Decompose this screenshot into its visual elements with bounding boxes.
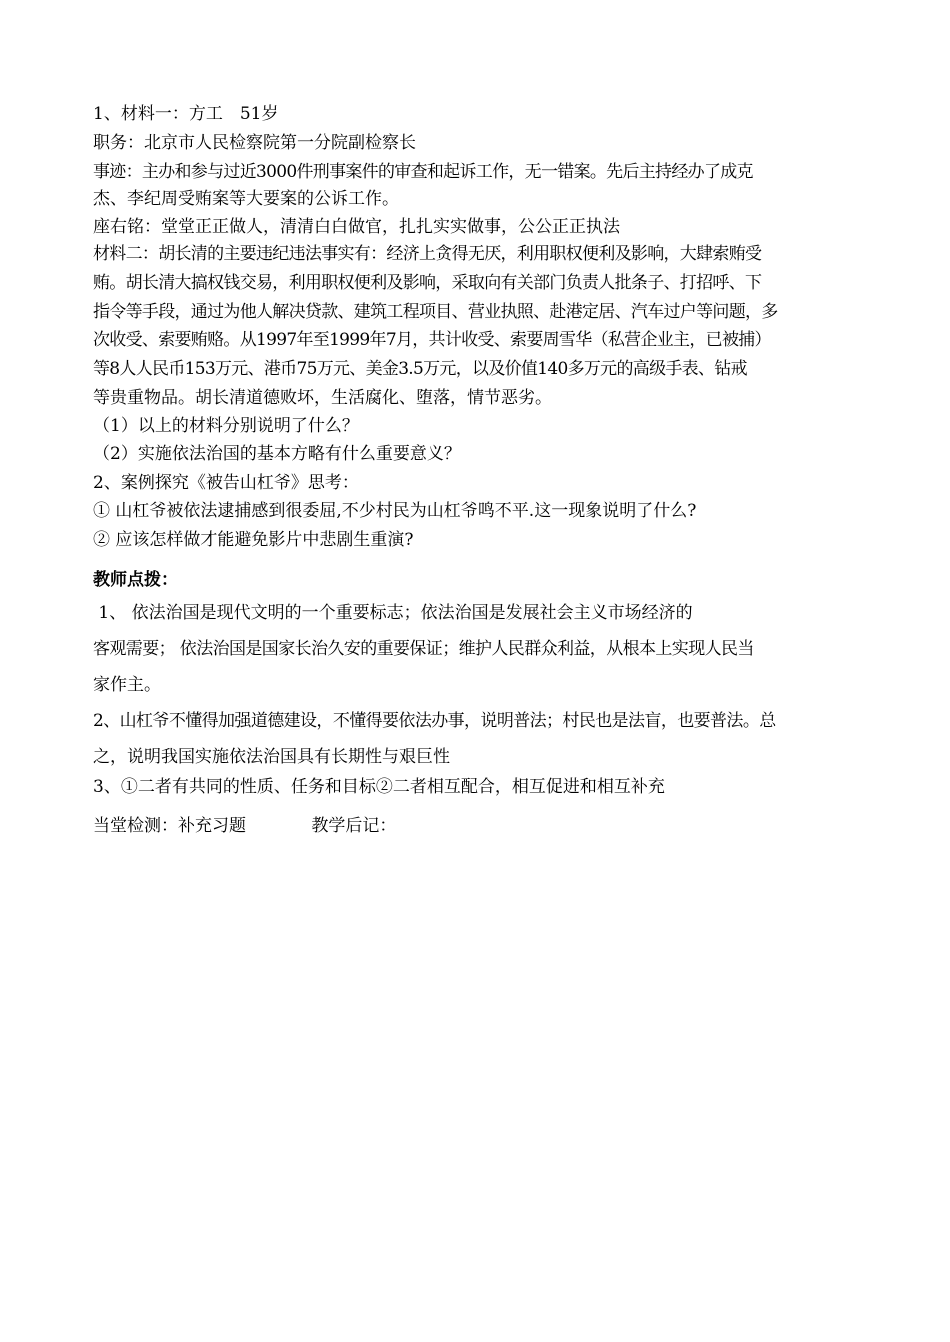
teacher-p1-text-3: 家作主。: [93, 675, 161, 695]
teacher-p3-line: [0, 776, 950, 798]
material2-line-3: [0, 301, 950, 323]
question-1-line: [0, 415, 950, 437]
teacher-p2-text-2: 之，说明我国实施依法治国具有长期性与艰巨性: [93, 747, 450, 767]
material2-line-1: [0, 243, 950, 265]
material2-text-1: 材料二：胡长清的主要违纪违法事实有：经济上贪得无厌，利用职权便利及影响，大肆索贿受: [93, 244, 762, 264]
teacher-p1-line-3: [0, 674, 950, 696]
motto-line: [0, 216, 950, 238]
deeds-text-2: 杰、李纪周受贿案等大要案的公诉工作。: [93, 189, 399, 209]
deeds-text-1: 事迹：主办和参与过近3000件刑事案件的审查和起诉工作，无一错案。先后主持经办了成克: [93, 162, 753, 182]
material1-title: 1、材料一：方工 51岁: [93, 104, 279, 124]
teacher-p1-line-2: [0, 638, 950, 660]
material2-text-5: 等8人人民币153万元、港币75万元、美金3.5万元，以及价值140多万元的高级手表、钻戒: [93, 359, 747, 379]
teacher-p1-line-1: [0, 602, 950, 624]
position-text: 职务：北京市人民检察院第一分院副检察长: [93, 133, 416, 153]
teacher-heading: 教师点拨：: [93, 570, 178, 590]
case-question-1-line: [0, 500, 950, 522]
material2-line-5: [0, 358, 950, 380]
teacher-p2-text-1: 2、山杠爷不懂得加强道德建设，不懂得要依法办事，说明普法；村民也是法盲，也要普法。总: [93, 711, 776, 731]
material2-text-3: 指令等手段，通过为他人解决贷款、建筑工程项目、营业执照、赴港定居、汽车过户等问题，多: [93, 302, 778, 322]
footer-line: [0, 815, 950, 837]
teacher-p2-line-2: [0, 746, 950, 768]
teacher-p3-text: 3、①二者有共同的性质、任务和目标②二者相互配合，相互促进和相互补充: [93, 777, 665, 797]
teacher-heading-line: [0, 569, 950, 591]
teacher-p1-text-2: 客观需要； 依法治国是国家长治久安的重要保证；维护人民群众利益，从根本上实现人民当: [93, 639, 754, 659]
teacher-p2-line-1: [0, 710, 950, 732]
teacher-p1-text-1: 1、 依法治国是现代文明的一个重要标志；依法治国是发展社会主义市场经济的: [93, 603, 693, 623]
question-2: （2）实施依法治国的基本方略有什么重要意义？: [93, 444, 461, 464]
case-question-2: ② 应该怎样做才能避免影片中悲剧生重演?: [93, 530, 414, 550]
material1-title-line: [0, 103, 950, 125]
question-2-line: [0, 443, 950, 465]
teaching-notes: 教学后记：: [311, 816, 397, 836]
case-question-2-line: [0, 529, 950, 551]
material2-text-6: 等贵重物品。胡长清道德败坏，生活腐化、堕落，情节恶劣。: [93, 388, 552, 408]
material2-text-2: 贿。胡长清大搞权钱交易，利用职权便利及影响，采取向有关部门负责人批条子、打招呼、下: [93, 273, 762, 293]
material2-text-4: 次收受、索要贿赂。从1997年至1999年7月，共计收受、索要周雪华（私营企业主，已被捕）: [93, 330, 771, 350]
deeds-line-2: [0, 188, 950, 210]
deeds-line-1: [0, 161, 950, 183]
question-1: （1）以上的材料分别说明了什么？: [93, 416, 359, 436]
material2-line-6: [0, 387, 950, 409]
motto-text: 座右铭：堂堂正正做人，清清白白做官，扎扎实实做事，公公正正执法: [93, 217, 620, 237]
case-question-1: ① 山杠爷被依法逮捕感到很委屈,不少村民为山杠爷鸣不平.这一现象说明了什么?: [93, 501, 697, 521]
position-line: [0, 132, 950, 154]
case-study-title-line: [0, 472, 950, 494]
material2-line-4: [0, 329, 950, 351]
in-class-test: 当堂检测：补充习题: [93, 816, 246, 836]
material2-line-2: [0, 272, 950, 294]
case-study-title: 2、案例探究《被告山杠爷》思考：: [93, 473, 359, 493]
